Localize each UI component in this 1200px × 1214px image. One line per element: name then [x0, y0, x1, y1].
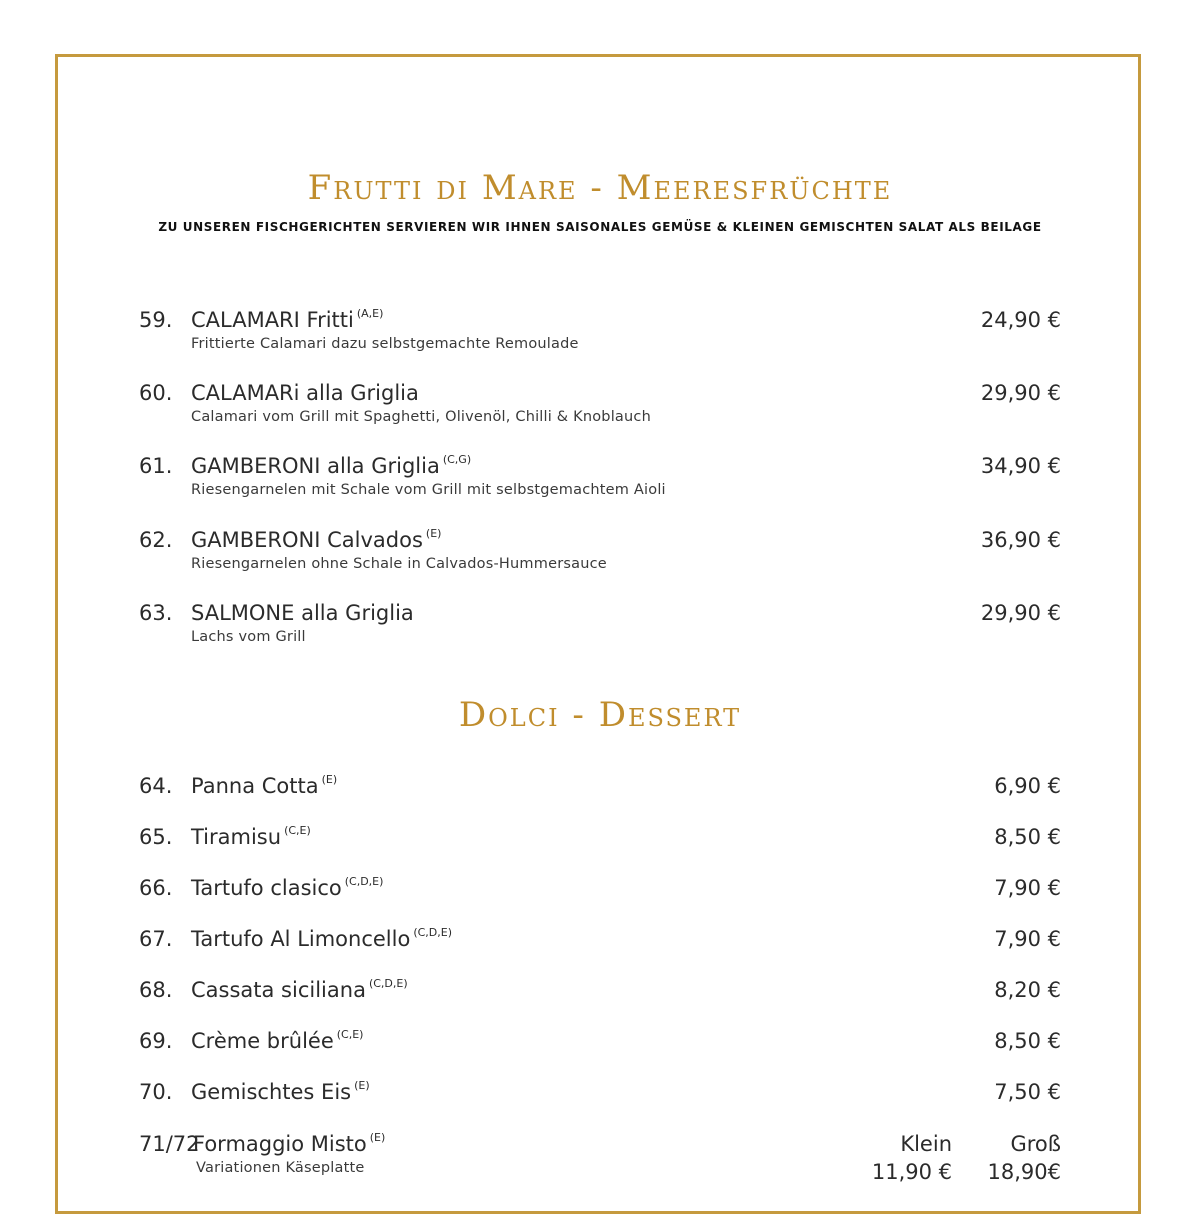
item-name: GAMBERONI Calvados $^{(E)}$ — [191, 527, 442, 552]
item-price: 8,20 € — [994, 978, 1061, 1002]
section-subtitle-seafood: ZU UNSEREN FISCHGERICHTEN SERVIEREN WIR IHNEN SAISONALES GEMÜSE & KLEINEN GEMISCHTEN SALAT ALS BEILAGE — [158, 220, 1042, 234]
item-price: 29,90 € — [980, 381, 1061, 405]
section-title-seafood: Frutti di Mare - Meeresfrüchte — [307, 168, 893, 208]
item-allergens: (C,E) — [284, 824, 311, 837]
item-price: 6,90 € — [994, 774, 1061, 798]
item-allergens: (C,D,E) — [413, 926, 453, 939]
item-number: 60. — [139, 381, 173, 405]
item-number: 66. — [139, 876, 173, 900]
item-price: 8,50 € — [994, 825, 1061, 849]
item-name: Gemischtes Eis $^{(E)}$ — [191, 1079, 370, 1104]
item-price: 29,90 € — [980, 601, 1061, 625]
item-price: 7,90 € — [994, 876, 1061, 900]
item-number: 63. — [139, 601, 173, 625]
item-allergens: (E) — [369, 1131, 386, 1144]
item-price: 8,50 € — [994, 1029, 1061, 1053]
item-description: Lachs vom Grill — [191, 629, 306, 645]
item-number: 62. — [139, 528, 173, 552]
item-name: Formaggio Misto $^{(E)}$ — [193, 1131, 386, 1156]
section-title-dessert: Dolci - Dessert — [458, 695, 742, 735]
item-name: Cassata siciliana $^{(C,D,E)}$ — [191, 977, 408, 1002]
item-number: 59. — [139, 308, 173, 332]
item-name: Crème brûlée $^{(C,E)}$ — [191, 1028, 364, 1053]
item-description: Frittierte Calamari dazu selbstgemachte Remoulade — [191, 336, 579, 352]
item-price: 7,90 € — [994, 927, 1061, 951]
item-name: Panna Cotta $^{(E)}$ — [191, 773, 338, 798]
item-name: CALAMARi alla Griglia — [191, 381, 419, 405]
item-description: Riesengarnelen mit Schale vom Grill mit selbstgemachtem Aioli — [191, 482, 666, 498]
item-price: 7,50 € — [994, 1080, 1061, 1104]
item-name: GAMBERONI alla Griglia $^{(C,G)}$ — [191, 453, 472, 478]
item-allergens: (E) — [425, 527, 442, 540]
item-number: 61. — [139, 454, 173, 478]
item-number: 65. — [139, 825, 173, 849]
item-allergens: (E) — [354, 1079, 370, 1092]
item-allergens: (C,D,E) — [368, 977, 408, 990]
size-large-label: Groß — [1010, 1132, 1061, 1156]
item-allergens: (C,G) — [442, 453, 472, 466]
item-number: 69. — [139, 1029, 173, 1053]
item-allergens: (C,E) — [336, 1028, 364, 1041]
item-name: Tartufo clasico $^{(C,D,E)}$ — [191, 875, 384, 900]
item-price: 36,90 € — [980, 528, 1061, 552]
item-number: 67. — [139, 927, 173, 951]
item-allergens: (A,E) — [356, 307, 384, 320]
item-number: 71/72 — [139, 1132, 200, 1156]
item-name: Tiramisu $^{(C,E)}$ — [191, 824, 311, 849]
item-price: 34,90 € — [980, 454, 1061, 478]
item-name: SALMONE alla Griglia — [191, 601, 414, 625]
item-description: Calamari vom Grill mit Spaghetti, Olivenöl, Chilli & Knoblauch — [191, 409, 651, 425]
item-number: 64. — [139, 774, 173, 798]
item-name: Tartufo Al Limoncello $^{(C,D,E)}$ — [191, 926, 453, 951]
item-description: Variationen Käseplatte — [196, 1160, 365, 1176]
size-small-label: Klein — [900, 1132, 952, 1156]
item-allergens: (E) — [321, 773, 338, 786]
size-small-price: 11,90 € — [871, 1160, 952, 1184]
item-name: CALAMARI Fritti $^{(A,E)}$ — [191, 307, 384, 332]
item-number: 68. — [139, 978, 173, 1002]
item-description: Riesengarnelen ohne Schale in Calvados-Hummersauce — [191, 556, 607, 572]
item-allergens: (C,D,E) — [344, 875, 384, 888]
item-price: 24,90 € — [980, 308, 1061, 332]
item-number: 70. — [139, 1080, 173, 1104]
size-large-price: 18,90€ — [987, 1160, 1061, 1184]
